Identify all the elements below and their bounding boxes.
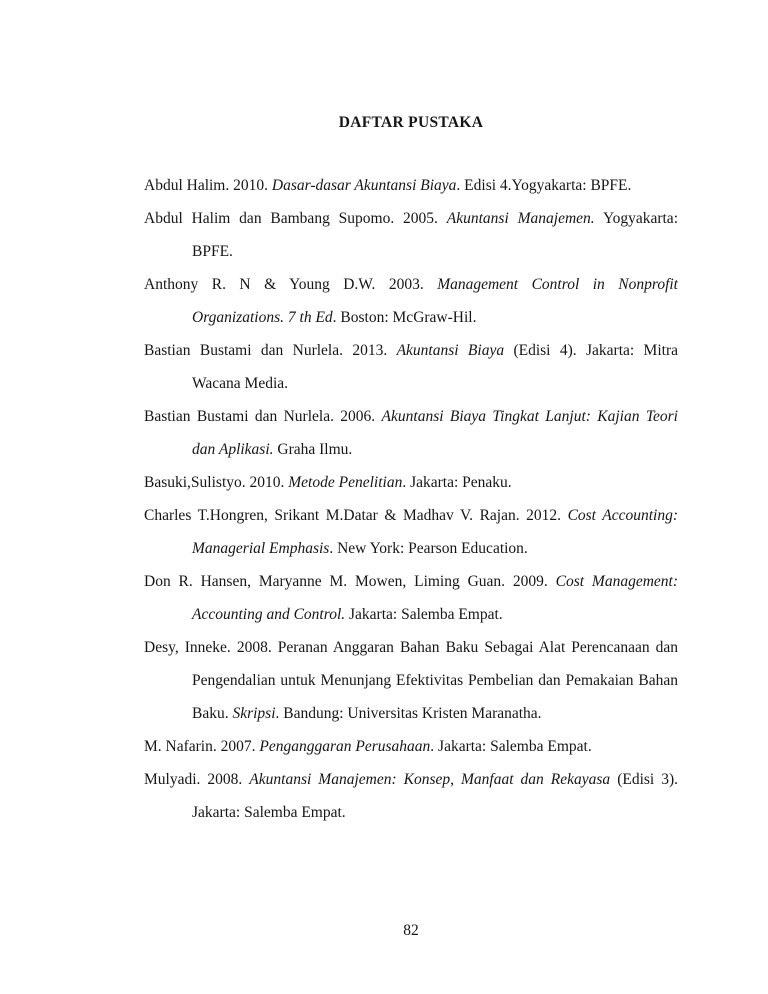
reference-text-italic: Accounting and Control. <box>192 606 346 623</box>
reference-text: . New York: Pearson Education. <box>329 540 528 557</box>
reference-text: . Jakarta: Salemba Empat. <box>430 738 592 755</box>
reference-text-italic: Akuntansi Biaya <box>396 342 505 359</box>
reference-line <box>144 367 678 400</box>
reference-text: Bastian Bustami dan Nurlela. 2013. <box>144 342 397 359</box>
reference-text: Pengendalian untuk Menunjang Efektivitas Pembelian dan Pemakaian Bahan <box>192 672 678 689</box>
reference-line <box>144 433 678 466</box>
reference-entry <box>144 202 678 268</box>
reference-text: Charles T.Hongren, Srikant M.Datar & Madhav V. Rajan. 2012. <box>144 507 568 524</box>
reference-text-italic: Penganggaran Perusahaan <box>259 738 431 755</box>
reference-line <box>144 598 678 631</box>
reference-text: . Boston: McGraw-Hil. <box>332 309 477 326</box>
reference-text: Wacana Media. <box>192 375 289 392</box>
reference-line <box>144 631 678 664</box>
reference-line <box>144 796 678 829</box>
reference-text-italic: Organizations. 7 th Ed <box>192 309 333 326</box>
page-number: 82 <box>403 922 419 939</box>
reference-list <box>144 169 678 829</box>
reference-text-italic: Metode Penelitian <box>288 474 403 491</box>
reference-text: BPFE. <box>192 243 233 260</box>
reference-entry <box>144 763 678 829</box>
reference-line <box>144 763 678 796</box>
reference-text: Baku. <box>192 705 233 722</box>
reference-text: Mulyadi. 2008. <box>144 771 250 788</box>
reference-line <box>144 697 678 730</box>
reference-line <box>144 334 678 367</box>
reference-text: Don R. Hansen, Maryanne M. Mowen, Liming Guan. 2009. <box>144 573 556 590</box>
reference-text-italic: Akuntansi Manajemen. <box>446 210 595 227</box>
reference-text: Abdul Halim. 2010. <box>144 177 272 194</box>
reference-entry <box>144 730 678 763</box>
reference-text: Graha Ilmu. <box>273 441 353 458</box>
reference-text-italic: Cost Management: <box>555 573 679 590</box>
reference-text-italic: Skripsi <box>232 705 276 722</box>
reference-text-italic: Managerial Emphasis <box>192 540 330 557</box>
reference-entry <box>144 334 678 400</box>
reference-text: (Edisi 4). Jakarta: Mitra <box>504 342 678 359</box>
reference-entry <box>144 499 678 565</box>
reference-entry <box>144 268 678 334</box>
page-title: DAFTAR PUSTAKA <box>338 114 484 131</box>
reference-line <box>144 664 678 697</box>
reference-line <box>144 499 678 532</box>
reference-line <box>144 565 678 598</box>
reference-text: Abdul Halim dan Bambang Supomo. 2005. <box>144 210 447 227</box>
reference-line <box>144 400 678 433</box>
reference-line <box>144 169 678 202</box>
reference-text: Desy, Inneke. 2008. Peranan Anggaran Bahan Baku Sebagai Alat Perencanaan dan <box>144 639 678 656</box>
reference-text-italic: Akuntansi Biaya Tingkat Lanjut: Kajian Teori <box>381 408 678 425</box>
reference-entry <box>144 565 678 631</box>
reference-text-italic: Dasar-dasar Akuntansi Biaya <box>271 177 457 194</box>
reference-text: Anthony R. N & Young D.W. 2003. <box>144 276 438 293</box>
reference-text: M. Nafarin. 2007. <box>144 738 260 755</box>
reference-line <box>144 235 678 268</box>
reference-line <box>144 730 678 763</box>
reference-line <box>144 202 678 235</box>
reference-text: . Jakarta: Penaku. <box>402 474 512 491</box>
reference-text-italic: Management Control in Nonprofit <box>437 276 678 293</box>
reference-text-italic: dan Aplikasi. <box>192 441 274 458</box>
reference-entry <box>144 169 678 202</box>
reference-text: Bastian Bustami dan Nurlela. 2006. <box>144 408 382 425</box>
reference-text-italic: Cost Accounting: <box>567 507 678 524</box>
reference-text: Jakarta: Salemba Empat. <box>192 804 346 821</box>
reference-entry <box>144 400 678 466</box>
reference-entry <box>144 631 678 730</box>
reference-line <box>144 301 678 334</box>
reference-text: Yogyakarta: <box>594 210 678 227</box>
reference-text-italic: Akuntansi Manajemen: Konsep, Manfaat dan Rekayasa <box>249 771 611 788</box>
page-content <box>144 0 678 829</box>
reference-text: (Edisi 3). <box>610 771 679 788</box>
reference-line <box>144 532 678 565</box>
reference-text: . Edisi 4.Yogyakarta: BPFE. <box>456 177 632 194</box>
reference-entry <box>144 466 678 499</box>
reference-text: Jakarta: Salemba Empat. <box>345 606 503 623</box>
reference-text: . Bandung: Universitas Kristen Maranatha. <box>275 705 542 722</box>
reference-text: Basuki,Sulistyo. 2010. <box>144 474 289 491</box>
reference-line <box>144 466 678 499</box>
reference-line <box>144 268 678 301</box>
